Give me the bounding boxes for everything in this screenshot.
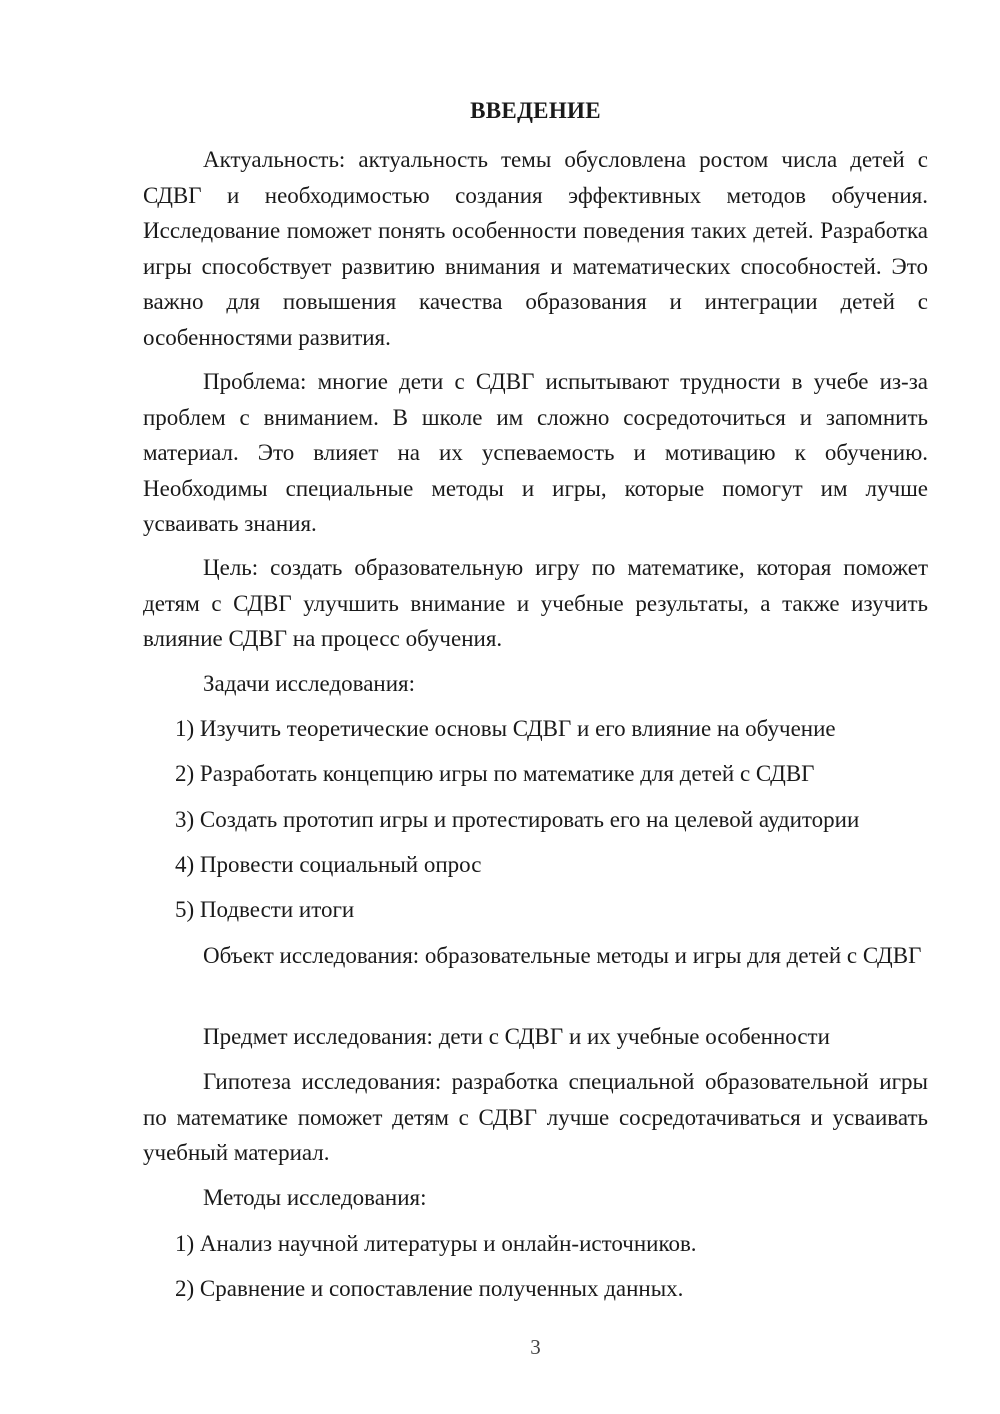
object-paragraph: Объект исследования: образовательные методы и игры для детей с СДВГ [203,943,922,968]
task-item: 5) Подвести итоги [175,897,355,922]
tasks-title: Задачи исследования: [203,671,416,696]
page-title: ВВЕДЕНИЕ [470,98,601,123]
hypothesis-paragraph: Гипотеза исследования: разработка специальной образовательной игры по математике поможет детям с СДВГ лучше сосредотачиваться и усваивать учебный материал. [143,1069,928,1165]
goal-paragraph: Цель: создать образовательную игру по математике, которая поможет детям с СДВГ улучшить внимание и учебные результаты, а также изучить влияние СДВГ на процесс обучения. [143,555,928,651]
task-item: 1) Изучить теоретические основы СДВГ и его влияние на обучение [175,716,836,741]
relevance-paragraph: Актуальность: актуальность темы обусловлена ростом числа детей с СДВГ и необходимостью создания эффективных методов обучения. Исследование поможет понять особенности поведения таких детей. Разработка игры способствует развитию внимания и математических способностей. Это важно для повышения качества образования и интеграции детей с особенностями развития. [143,147,928,350]
task-item: 2) Разработать концепцию игры по математике для детей с СДВГ [175,761,815,786]
page-number [143,1333,928,1361]
subject-paragraph: Предмет исследования: дети с СДВГ и их учебные особенности [203,1024,830,1049]
task-item: 3) Создать прототип игры и протестировать его на целевой аудитории [175,807,860,832]
method-item: 1) Анализ научной литературы и онлайн-источников. [175,1231,697,1256]
page-number-label: 3 [530,1335,541,1359]
task-item: 4) Провести социальный опрос [175,852,482,877]
problem-paragraph: Проблема: многие дети с СДВГ испытывают трудности в учебе из-за проблем с вниманием. В школе им сложно сосредоточиться и запомнить материал. Это влияет на их успеваемость и мотивацию к обучению. Необходимы специальные методы и игры, которые помогут им лучше усваивать знания. [143,369,928,536]
method-item: 2) Сравнение и сопоставление полученных данных. [175,1276,684,1301]
methods-title: Методы исследования: [203,1185,427,1210]
